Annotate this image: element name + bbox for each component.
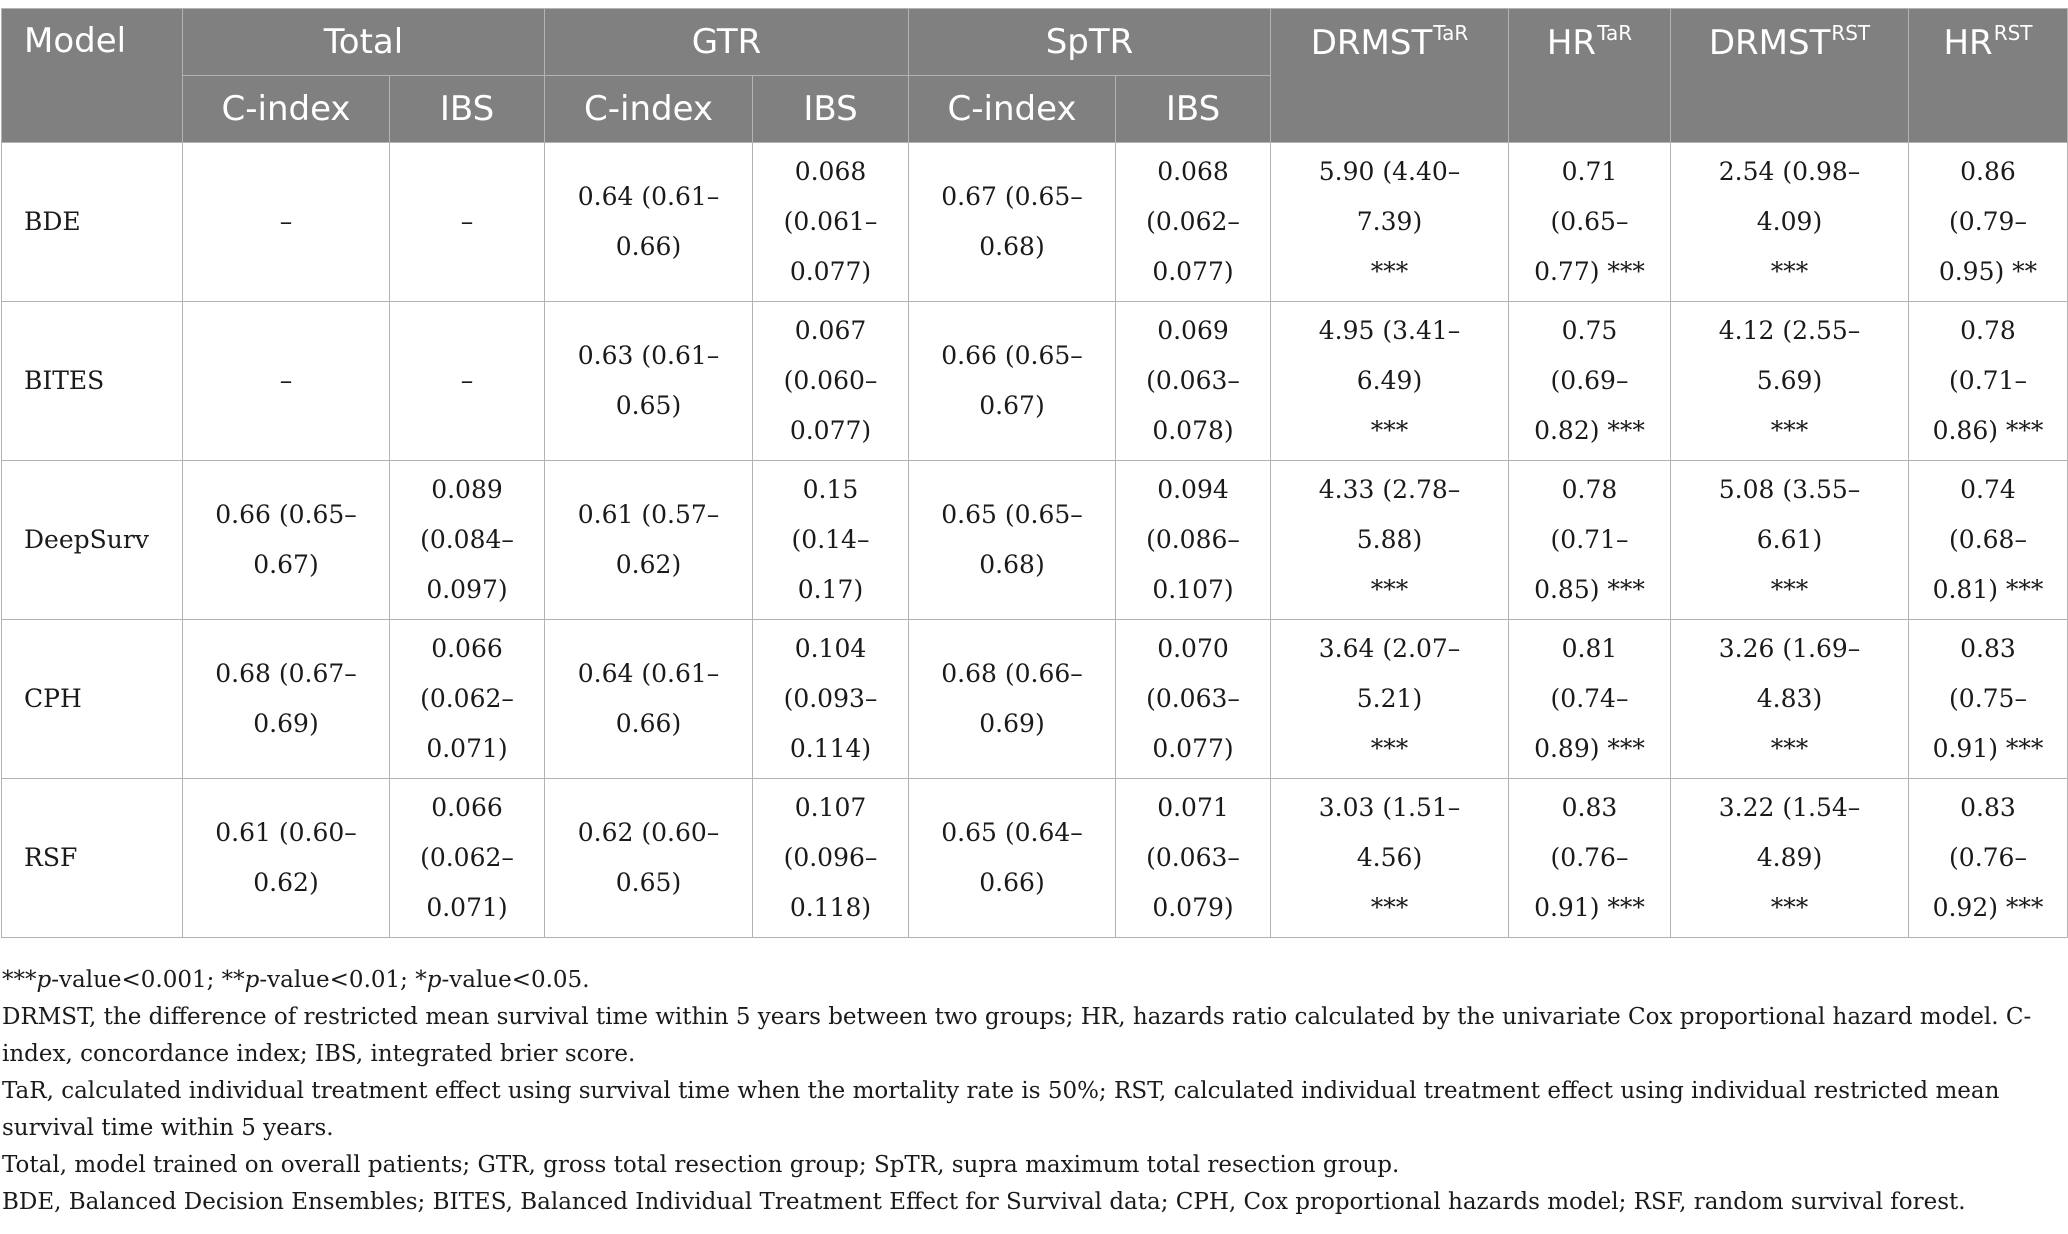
header-sptr-ibs: IBS [1116, 76, 1271, 143]
cell-gtr-ibs [753, 302, 909, 461]
cell-line: 0.86 [1960, 157, 2016, 186]
cell-sptr-cindex [909, 461, 1116, 620]
table-row [2, 620, 2068, 779]
cell-hr-tar [1509, 461, 1671, 620]
header-gtr: GTR [545, 9, 909, 76]
cell-line: 0.15 [802, 475, 859, 504]
cell-hr-tar [1509, 620, 1671, 779]
footnote-definition: TaR, calculated individual treatment effect using survival time when the mortality rate is 50%; RST, calculated individual treatment effect using individual restricted mean survival time within 5 years. [2, 1078, 2000, 1141]
cell-line: 0.66) [615, 709, 682, 738]
cell-line: *** [1370, 893, 1409, 922]
cell-hr-tar [1509, 302, 1671, 461]
cell-line: 0.81) *** [1932, 575, 2044, 604]
cell-line: 0.069 [1157, 316, 1229, 345]
cell-line: 0.071 [1157, 793, 1229, 822]
cell-line: 0.75 [1561, 316, 1618, 345]
table-row [2, 143, 2068, 302]
cell-gtr-cindex [545, 461, 753, 620]
cell-drmst-tar [1271, 620, 1509, 779]
cell-line: (0.76– [1550, 843, 1629, 872]
cell-line: 0.068 [794, 157, 867, 186]
cell-line: (0.096– [783, 843, 878, 872]
cell-drmst-rst [1671, 461, 1909, 620]
cell-total-ibs [390, 779, 545, 938]
cell-total-ibs: – [390, 302, 545, 461]
table-wrapper [0, 8, 2068, 938]
cell-line: 0.92) *** [1932, 893, 2044, 922]
cell-total-ibs: – [390, 143, 545, 302]
footnote-segment: p [426, 967, 442, 993]
cell-sptr-ibs [1116, 143, 1271, 302]
cell-line: 0.77) *** [1534, 257, 1645, 286]
cell-line: (0.74– [1550, 684, 1629, 713]
header-gtr-ibs: IBS [753, 76, 909, 143]
cell-line: 0.74 [1960, 475, 2016, 504]
cell-drmst-rst [1671, 143, 1909, 302]
cell-line: 0.071) [426, 734, 508, 763]
cell-line: 0.62) [253, 868, 319, 897]
cell-line: 0.64 (0.61– [577, 182, 720, 211]
cell-hr-rst [1909, 461, 2068, 620]
cell-line: 0.104 [794, 634, 867, 663]
cell-line: 0.68) [979, 550, 1045, 579]
cell-line: *** [1770, 893, 1809, 922]
cell-hr-tar [1509, 143, 1671, 302]
cell-line: 0.95) ** [1938, 257, 2038, 286]
cell-line: 0.066 [431, 793, 503, 822]
footnote-segment: *** [2, 967, 37, 993]
cell-line: (0.086– [1146, 525, 1240, 554]
cell-sptr-ibs [1116, 302, 1271, 461]
cell-hr-rst [1909, 620, 2068, 779]
cell-line: 0.077) [789, 257, 872, 286]
cell-line: 3.64 (2.07–5.21) [1318, 634, 1461, 713]
header-hr-rst-base: HR [1943, 23, 1993, 63]
cell-line: (0.084– [420, 525, 514, 554]
cell-gtr-ibs [753, 461, 909, 620]
header-sptr: SpTR [909, 9, 1271, 76]
cell-line: 0.83 [1561, 793, 1618, 822]
cell-line: 4.12 (2.55–5.69) [1718, 316, 1861, 395]
cell-line: 0.65) [615, 391, 682, 420]
cell-drmst-rst [1671, 302, 1909, 461]
header-hr-tar [1509, 9, 1671, 143]
cell-line: 0.066 [431, 634, 503, 663]
cell-line: 3.26 (1.69–4.83) [1718, 634, 1861, 713]
cell-line: (0.71– [1550, 525, 1629, 554]
table-row [2, 461, 2068, 620]
cell-line: 0.118) [789, 893, 872, 922]
cell-drmst-tar [1271, 302, 1509, 461]
cell-model: BITES [2, 302, 183, 461]
cell-line: (0.14– [791, 525, 870, 554]
header-hr-tar-sup: TaR [1597, 21, 1633, 45]
cell-line: *** [1770, 416, 1809, 445]
cell-gtr-cindex [545, 620, 753, 779]
cell-line: 0.66) [979, 868, 1045, 897]
cell-line: 0.077) [1152, 257, 1234, 286]
cell-drmst-rst [1671, 620, 1909, 779]
footnote-definition: DRMST, the difference of restricted mean survival time within 5 years between two groups; HR, hazards ratio calculated by the univariate Cox proportional hazard model. C-index, concordance index; IBS, integrated brier score. [2, 1004, 2032, 1067]
header-total: Total [183, 9, 545, 76]
cell-line: 0.114) [789, 734, 872, 763]
header-sptr-cindex: C-index [909, 76, 1116, 143]
cell-line: 0.78 [1960, 316, 2016, 345]
cell-line: 0.077) [789, 416, 872, 445]
cell-total-ibs [390, 620, 545, 779]
header-drmst-rst-sup: RST [1831, 21, 1871, 45]
cell-line: 0.67 (0.65– [941, 182, 1083, 211]
cell-gtr-cindex [545, 302, 753, 461]
cell-sptr-ibs [1116, 620, 1271, 779]
footnote-significance [0, 962, 2060, 999]
cell-line: (0.063– [1146, 366, 1240, 395]
cell-model: CPH [2, 620, 183, 779]
cell-line: 2.54 (0.98–4.09) [1718, 157, 1861, 236]
cell-drmst-rst [1671, 779, 1909, 938]
header-drmst-tar-sup: TaR [1433, 21, 1469, 45]
footnotes [0, 962, 2060, 1221]
cell-line: (0.062– [420, 684, 514, 713]
cell-line: 0.077) [1152, 734, 1234, 763]
cell-drmst-tar [1271, 779, 1509, 938]
cell-total-cindex [183, 620, 390, 779]
cell-line: 0.62) [615, 550, 682, 579]
cell-drmst-tar [1271, 143, 1509, 302]
cell-line: (0.063– [1146, 843, 1240, 872]
cell-hr-rst [1909, 143, 2068, 302]
cell-line: *** [1770, 257, 1809, 286]
cell-line: 0.094 [1157, 475, 1229, 504]
footnote-segment: -value<0.001; ** [51, 967, 245, 993]
header-hr-tar-base: HR [1546, 23, 1597, 63]
cell-line: 0.85) *** [1534, 575, 1645, 604]
header-model: Model [2, 9, 183, 143]
header-drmst-rst [1671, 9, 1909, 143]
cell-total-ibs [390, 461, 545, 620]
cell-line: 0.91) *** [1932, 734, 2044, 763]
cell-line: 0.107 [794, 793, 867, 822]
cell-line: (0.68– [1949, 525, 2027, 554]
cell-sptr-cindex [909, 302, 1116, 461]
cell-line: 0.107) [1152, 575, 1234, 604]
header-hr-rst [1909, 9, 2068, 143]
cell-line: 3.03 (1.51–4.56) [1318, 793, 1461, 872]
cell-line: 0.68 (0.66– [941, 659, 1083, 688]
cell-model: RSF [2, 779, 183, 938]
cell-line: 0.66 (0.65– [941, 341, 1083, 370]
cell-line: (0.093– [783, 684, 878, 713]
cell-line: 0.070 [1157, 634, 1229, 663]
cell-line: 0.097) [426, 575, 508, 604]
cell-line: 0.82) *** [1534, 416, 1645, 445]
footnote-definition: BDE, Balanced Decision Ensembles; BITES, Balanced Individual Treatment Effect for Survival data; CPH, Cox proportional hazards model; RSF, random survival forest. [2, 1189, 1966, 1215]
footnote-segment: p [36, 967, 52, 993]
cell-line: (0.061– [783, 207, 878, 236]
cell-line: 0.69) [979, 709, 1045, 738]
cell-line: *** [1770, 575, 1809, 604]
cell-total-cindex [183, 461, 390, 620]
cell-total-cindex: – [183, 143, 390, 302]
cell-line: 0.071) [426, 893, 508, 922]
footnote-definition: Total, model trained on overall patients; GTR, gross total resection group; SpTR, supra maximum total resection group. [2, 1152, 1400, 1178]
cell-line: 4.33 (2.78–5.88) [1318, 475, 1461, 554]
cell-line: 4.95 (3.41–6.49) [1318, 316, 1461, 395]
header-drmst-tar-base: DRMST [1310, 23, 1433, 63]
cell-line: (0.060– [783, 366, 878, 395]
footnote-segment: -value<0.01; * [259, 967, 427, 993]
cell-hr-rst [1909, 302, 2068, 461]
cell-drmst-tar [1271, 461, 1509, 620]
cell-hr-rst [1909, 779, 2068, 938]
cell-total-cindex [183, 779, 390, 938]
cell-total-cindex: – [183, 302, 390, 461]
cell-line: 0.61 (0.60– [215, 818, 357, 847]
cell-line: 0.65 (0.64– [941, 818, 1083, 847]
cell-line: 0.68 (0.67– [215, 659, 357, 688]
footnote-segment: -value<0.05. [441, 967, 590, 993]
header-gtr-cindex: C-index [545, 76, 753, 143]
header-total-cindex: C-index [183, 76, 390, 143]
cell-gtr-ibs [753, 143, 909, 302]
cell-sptr-ibs [1116, 779, 1271, 938]
cell-gtr-ibs [753, 779, 909, 938]
cell-line: *** [1370, 734, 1409, 763]
cell-line: (0.69– [1550, 366, 1629, 395]
table-row [2, 779, 2068, 938]
cell-line: (0.062– [420, 843, 514, 872]
cell-line: *** [1370, 257, 1409, 286]
header-drmst-tar [1271, 9, 1509, 143]
cell-sptr-cindex [909, 779, 1116, 938]
cell-line: 0.83 [1960, 793, 2016, 822]
cell-line: *** [1370, 416, 1409, 445]
cell-hr-tar [1509, 779, 1671, 938]
cell-line: *** [1370, 575, 1409, 604]
cell-line: 0.68) [979, 232, 1045, 261]
header-drmst-rst-base: DRMST [1708, 23, 1831, 63]
cell-line: 0.089 [431, 475, 503, 504]
cell-line: 0.17) [797, 575, 864, 604]
cell-line: 0.89) *** [1534, 734, 1645, 763]
cell-line: 0.64 (0.61– [577, 659, 720, 688]
cell-line: 0.69) [253, 709, 319, 738]
cell-sptr-cindex [909, 143, 1116, 302]
cell-gtr-cindex [545, 779, 753, 938]
cell-line: 0.61 (0.57– [577, 500, 720, 529]
cell-line: (0.75– [1949, 684, 2027, 713]
cell-line: 0.78 [1561, 475, 1618, 504]
cell-line: 0.81 [1561, 634, 1618, 663]
cell-line: 0.079) [1152, 893, 1234, 922]
cell-line: 0.71 [1561, 157, 1618, 186]
cell-line: 0.67) [979, 391, 1045, 420]
cell-line: 0.067 [794, 316, 867, 345]
cell-gtr-cindex [545, 143, 753, 302]
cell-sptr-ibs [1116, 461, 1271, 620]
cell-line: 0.86) *** [1932, 416, 2044, 445]
header-hr-rst-sup: RST [1993, 21, 2033, 45]
results-table [1, 8, 2068, 938]
cell-line: 5.90 (4.40–7.39) [1318, 157, 1461, 236]
cell-line: (0.76– [1949, 843, 2027, 872]
table-row [2, 302, 2068, 461]
cell-line: 0.62 (0.60– [577, 818, 720, 847]
cell-line: 0.63 (0.61– [577, 341, 720, 370]
cell-line: 0.068 [1157, 157, 1229, 186]
cell-line: 0.66 (0.65– [215, 500, 357, 529]
cell-line: 0.078) [1152, 416, 1234, 445]
cell-line: (0.79– [1949, 207, 2027, 236]
cell-line: 0.91) *** [1534, 893, 1645, 922]
table-body [2, 143, 2068, 938]
footnote-segment: p [244, 967, 260, 993]
header-total-ibs: IBS [390, 76, 545, 143]
cell-line: 0.65) [615, 868, 682, 897]
cell-line: 3.22 (1.54–4.89) [1718, 793, 1861, 872]
cell-gtr-ibs [753, 620, 909, 779]
cell-line: 0.83 [1960, 634, 2016, 663]
cell-line: 0.66) [615, 232, 682, 261]
cell-model: BDE [2, 143, 183, 302]
cell-line: (0.71– [1949, 366, 2027, 395]
cell-line: 0.65 (0.65– [941, 500, 1083, 529]
cell-line: 5.08 (3.55–6.61) [1718, 475, 1861, 554]
cell-line: (0.65– [1550, 207, 1629, 236]
cell-line: (0.062– [1146, 207, 1240, 236]
cell-sptr-cindex [909, 620, 1116, 779]
footnote-definitions [0, 999, 2060, 1221]
cell-line: (0.063– [1146, 684, 1240, 713]
header-row-top [2, 9, 2068, 76]
cell-line: *** [1770, 734, 1809, 763]
cell-line: 0.67) [253, 550, 319, 579]
cell-model: DeepSurv [2, 461, 183, 620]
